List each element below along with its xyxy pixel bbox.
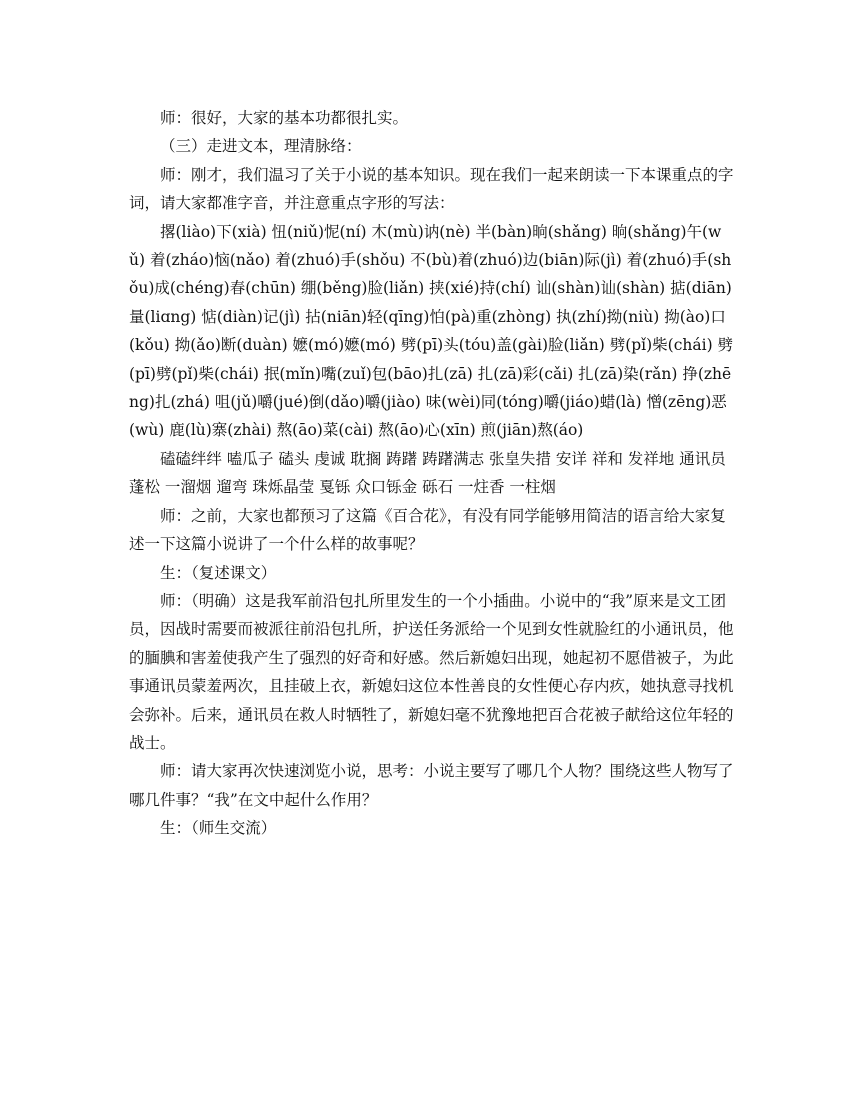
student-discussion: 生：（师生交流） (160, 819, 277, 838)
document-body (129, 104, 737, 843)
teacher-question-retell: 师：之前，大家也都预习了这篇《百合花》，有没有同学能够用简洁的语言给大家复述一下这篇小说讲了一个什么样的故事呢？ (129, 506, 726, 554)
teacher-summary-paragraph: 师：（明确）这是我军前沿包扎所里发生的一个小插曲。小说中的“我”原来是文工团员，因战时需要而被派往前沿包扎所，护送任务派给一个见到女性就脸红的小通讯员，他的腼腆和害羞使我产生了强烈的好奇和好感。然后新媳妇出现，她起初不愿借被子，为此事通讯员蒙羞两次，且挂破上衣，新媳妇这位本性善良的女性便心存内疚，她执意寻找机会弥补。后来，通讯员在救人时牺牲了，新媳妇毫不犹豫地把百合花被子献给这位年轻的战士。 (129, 591, 734, 752)
word-list-paragraph: 磕磕绊绊 嗑瓜子 磕头 虔诚 耽搁 踌躇 踌躇满志 张皇失措 安详 祥和 发祥地 通讯员 蓬松 一溜烟 遛弯 珠烁晶莹 戛铄 众口铄金 砾石 一炷香 一柱烟 (129, 449, 726, 497)
teacher-intro-paragraph: 师：刚才，我们温习了关于小说的基本知识。现在我们一起来朗读一下本课重点的字词，请大家都准字音，并注意重点字形的写法： (129, 165, 734, 213)
pinyin-vocabulary-list: 撂(liào)下(xià) 忸(niǔ)怩(ní) 木(mù)讷(nè) 半(bàn)晌(shǎng) 晌(shǎng)午(wǔ) 着(zháo)恼(nǎo) 着(zhuó)手(shǒu) 不(bù)着(zhuó)边(biān)际(jì) 着(zhuó)手(shǒu)成(chéng)春(chūn) 绷(běng)脸(liǎn) 挟(xié)持(chí) 讪(shàn)讪(shàn) 掂(diān)量(liɑng) 惦(diàn)记(jì) 拈(niān)轻(qīng)怕(pà)重(zhòng) 执(zhí)拗(niù) 拗(ào)口(kǒu) 拗(ǎo)断(duàn) 嬷(mó)嬷(mó) 劈(pī)头(tóu)盖(gài)脸(liǎn) 劈(pǐ)柴(chái) 劈(pī)劈(pǐ)柴(chái) 抿(mǐn)嘴(zuǐ)包(bāo)扎(zā) 扎(zā)彩(cǎi) 扎(zā)染(rǎn) 挣(zhēng)扎(zhá) 咀(jǔ)嚼(jué)倒(dǎo)嚼(jiào) 味(wèi)同(tóng)嚼(jiáo)蜡(là) 憎(zēng)恶(wù) 鹿(lù)寨(zhài) 熬(āo)菜(cài) 熬(āo)心(xīn) 煎(jiān)熬(áo) (129, 222, 734, 440)
teacher-praise-paragraph: 师：很好，大家的基本功都很扎实。 (160, 109, 409, 127)
student-retell: 生：（复述课文） (160, 563, 277, 582)
section-heading-three: （三）走进文本，理清脉络： (160, 137, 362, 156)
teacher-question-characters: 师：请大家再次快速浏览小说，思考：小说主要写了哪几个人物？围绕这些人物写了哪几件事？“我”在文中起什么作用？ (129, 762, 734, 809)
